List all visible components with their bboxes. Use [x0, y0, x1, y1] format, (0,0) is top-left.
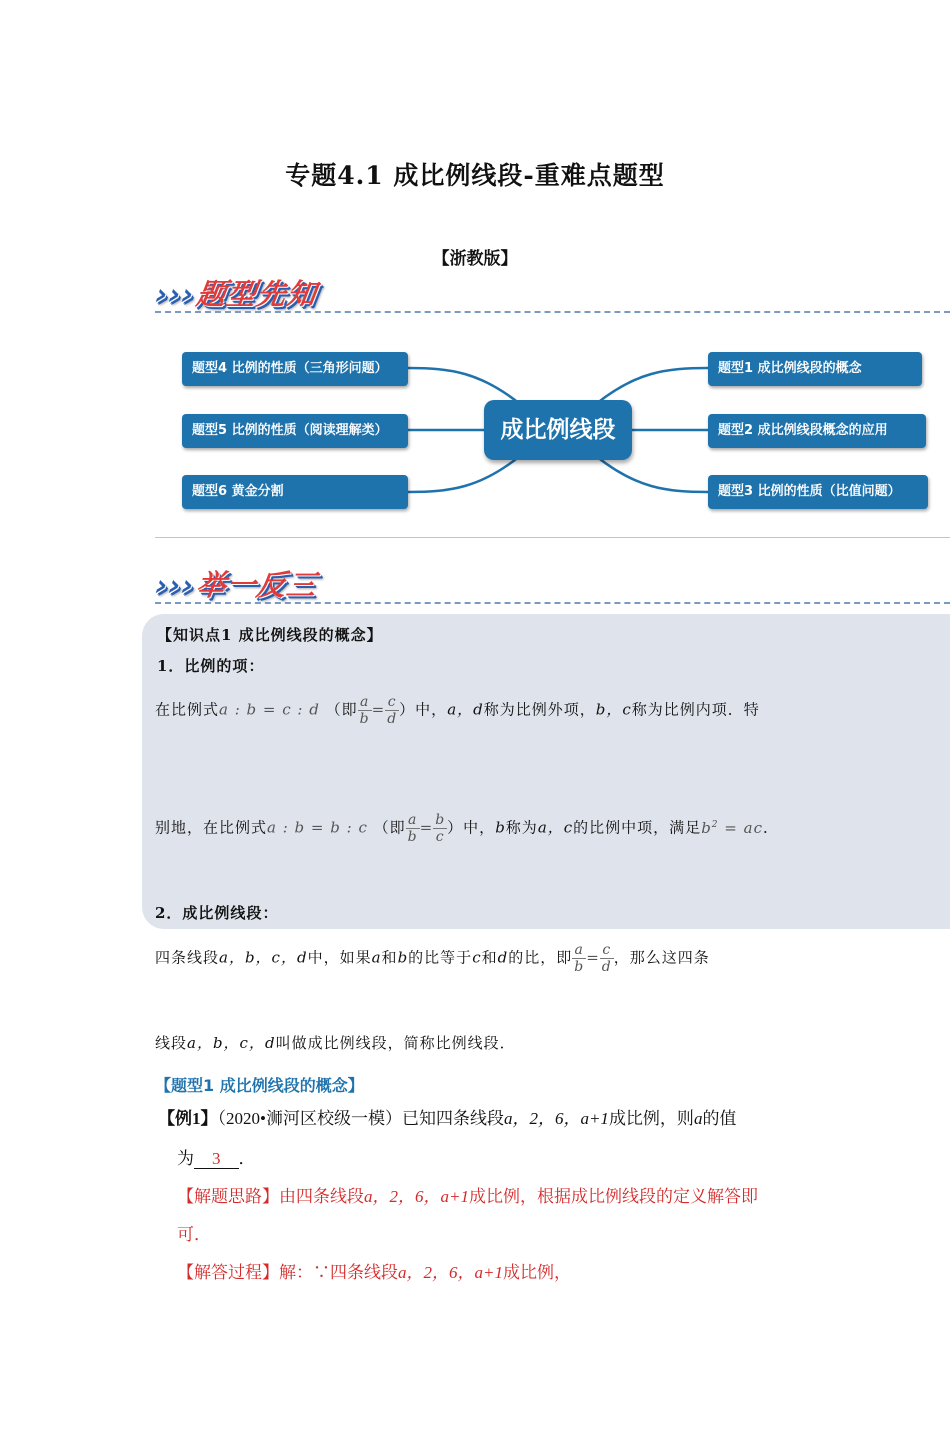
mindmap-center: 成比例线段: [484, 400, 632, 460]
banner-text: 举一反三: [194, 568, 320, 602]
fraction-a-b: $\frac{a}{b}$: [574, 942, 585, 975]
mindmap-node-type1: 题型1 成比例线段的概念: [708, 352, 922, 386]
answer-blank: 3: [194, 1149, 239, 1169]
item1-title: 1．比例的项：: [157, 657, 265, 675]
banner-text: 题型先知: [194, 277, 320, 311]
mindmap-links: [0, 0, 950, 540]
formula-b-squared: $b^2$ = ac: [701, 818, 763, 837]
link-right-1: [596, 368, 708, 404]
section-divider: [155, 537, 950, 538]
paragraph-proportional-segments: 四条线段a，b，c，d中，如果a和b的比等于c和d的比，即 $\frac{a}{b}$ = $\frac{c}{d}$ ，那么这四条: [155, 942, 710, 975]
paragraph-segments-definition: 线段a，b，c，d叫做成比例线段，简称比例线段．: [155, 1034, 516, 1052]
banner-arrows-icon: ›››: [153, 277, 198, 311]
example1-line2: 为 3 ．: [177, 1149, 256, 1168]
formula-proportion: a : b = c : d: [219, 700, 320, 719]
link-left-3: [408, 456, 520, 492]
mindmap-node-type2: 题型2 成比例线段概念的应用: [708, 414, 926, 448]
link-left-1: [408, 368, 520, 404]
example1-line1: 【例1】（2020•浉河区校级一模）已知四条线段a，2，6，a+1成比例，则a的值: [158, 1109, 737, 1128]
mindmap-node-type6: 题型6 黄金分割: [182, 475, 408, 509]
edition-label: 【浙教版】: [432, 249, 518, 269]
dashed-divider: [155, 602, 950, 604]
solution-thinking-cont: 可．: [177, 1225, 211, 1244]
fraction-c-d: $\frac{c}{d}$: [601, 942, 612, 975]
link-right-3: [596, 456, 708, 492]
type1-header: 【题型1 成比例线段的概念】: [155, 1076, 364, 1095]
formula-proportion-b: a : b = b : c: [267, 818, 368, 837]
paragraph-mean-proportional: 别地，在比例式a : b = b : c （即 $\frac{a}{b}$ = $\frac{b}{c}$ ）中，b称为a，c的比例中项，满足$b^2$ = ac．: [155, 812, 779, 845]
item2-title: 2．成比例线段：: [155, 904, 279, 922]
mindmap-node-type4: 题型4 比例的性质（三角形问题）: [182, 352, 408, 386]
section-banner-practice: [153, 563, 320, 604]
banner-arrows-icon: ›››: [153, 568, 198, 602]
knowledge-header: 【知识点1 成比例线段的概念】: [157, 626, 383, 644]
fraction-c-d: $\frac{c}{d}$: [387, 694, 398, 727]
solution-process: 【解答过程】解：∵四条线段a，2，6，a+1成比例，: [177, 1263, 571, 1282]
mindmap-node-type5: 题型5 比例的性质（阅读理解类）: [182, 414, 408, 448]
fraction-a-b: $\frac{a}{b}$: [407, 812, 418, 845]
fraction-a-b: $\frac{a}{b}$: [359, 694, 370, 727]
solution-thinking: 【解题思路】由四条线段a，2，6，a+1成比例，根据成比例线段的定义解答即: [177, 1187, 758, 1206]
paragraph-proportion-terms: 在比例式a : b = c : d （即 $\frac{a}{b}$ = $\frac{c}{d}$ ）中，a，d称为比例外项，b，c称为比例内项．特: [155, 694, 760, 727]
fraction-b-c: $\frac{b}{c}$: [435, 812, 446, 845]
mindmap-node-type3: 题型3 比例的性质（比值问题）: [708, 475, 928, 509]
document-title: 专题4.1 成比例线段-重难点题型: [285, 161, 665, 190]
